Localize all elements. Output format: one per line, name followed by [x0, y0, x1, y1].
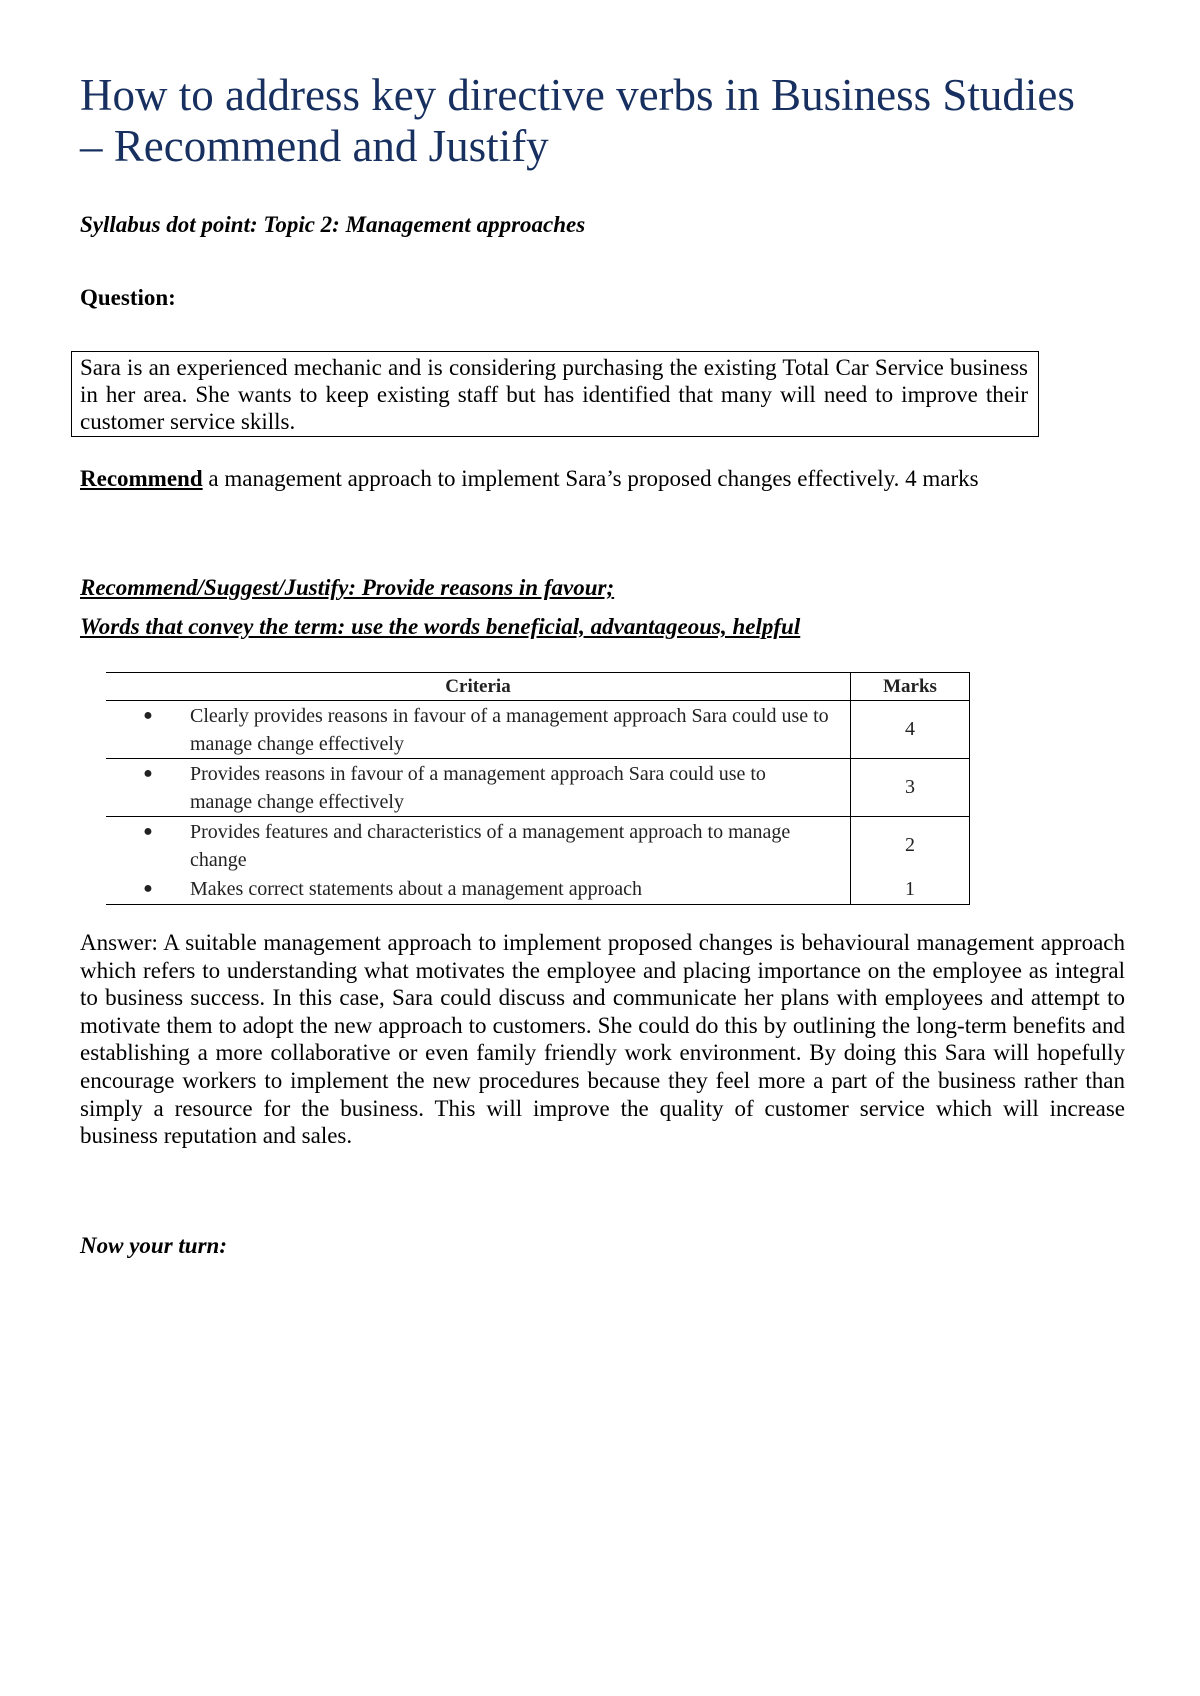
your-turn-heading: Now your turn: — [80, 1233, 227, 1258]
table-row — [106, 875, 970, 905]
table-row — [106, 701, 970, 759]
page-title: How to address key directive verbs in Business Studies – Recommend and Justify — [80, 70, 1075, 171]
verb-definition: Recommend/Suggest/Justify: Provide reasons in favour; — [80, 575, 615, 600]
task-prompt — [80, 465, 1040, 492]
marks-cell: 1 — [851, 875, 970, 905]
criteria-item — [106, 702, 850, 758]
criteria-item — [106, 875, 850, 903]
criteria-item — [106, 760, 850, 816]
criteria-header: Criteria — [106, 673, 851, 701]
scenario-box: Sara is an experienced mechanic and is considering purchasing the existing Total Car Service business in her area. She wants to keep existing staff but has identified that many will need to improve their customer service skills. — [71, 351, 1039, 437]
criteria-cell — [106, 817, 851, 875]
verb-keywords: Words that convey the term: use the words beneficial, advantageous, helpful — [80, 614, 801, 639]
task-text: a management approach to implement Sara’s proposed changes effectively. 4 marks — [208, 466, 979, 491]
question-label: Question: — [80, 285, 176, 310]
table-row — [106, 759, 970, 817]
criteria-text: Provides reasons in favour of a management approach Sara could use to manage change effectively — [190, 762, 766, 813]
criteria-text: Makes correct statements about a management approach — [190, 878, 643, 901]
criteria-table-header — [106, 673, 970, 701]
marks-cell: 3 — [851, 759, 970, 817]
marks-cell: 2 — [851, 817, 970, 875]
marks-cell: 4 — [851, 701, 970, 759]
criteria-cell — [106, 875, 851, 905]
bullet-icon: ● — [143, 822, 153, 840]
syllabus-dot-point: Syllabus dot point: Topic 2: Management approaches — [80, 212, 586, 237]
criteria-table — [106, 672, 970, 905]
criteria-text: Clearly provides reasons in favour of a management approach Sara could use to manage change effectively — [190, 704, 829, 755]
bullet-icon: ● — [143, 880, 153, 898]
directive-verb: Recommend — [80, 466, 203, 491]
bullet-icon: ● — [143, 764, 153, 782]
model-answer: Answer: A suitable management approach to implement proposed changes is behavioural management approach which refers to understanding what motivates the employee and placing importance on the employee as integral to business success. In this case, Sara could discuss and communicate her plans with employees and attempt to motivate them to adopt the new approach to customers. She could do this by outlining the long-term benefits and establishing a more collaborative or even family friendly work environment. By doing this Sara will hopefully encourage workers to implement the new procedures because they feel more a part of the business rather than simply a resource for the business. This will improve the quality of customer service which will increase business reputation and sales. — [80, 930, 1125, 1149]
criteria-text: Provides features and characteristics of a management approach to manage change — [190, 820, 791, 871]
criteria-cell — [106, 759, 851, 817]
criteria-cell — [106, 701, 851, 759]
criteria-item — [106, 818, 850, 874]
table-row — [106, 817, 970, 875]
marks-header: Marks — [851, 673, 970, 701]
bullet-icon: ● — [143, 706, 153, 724]
